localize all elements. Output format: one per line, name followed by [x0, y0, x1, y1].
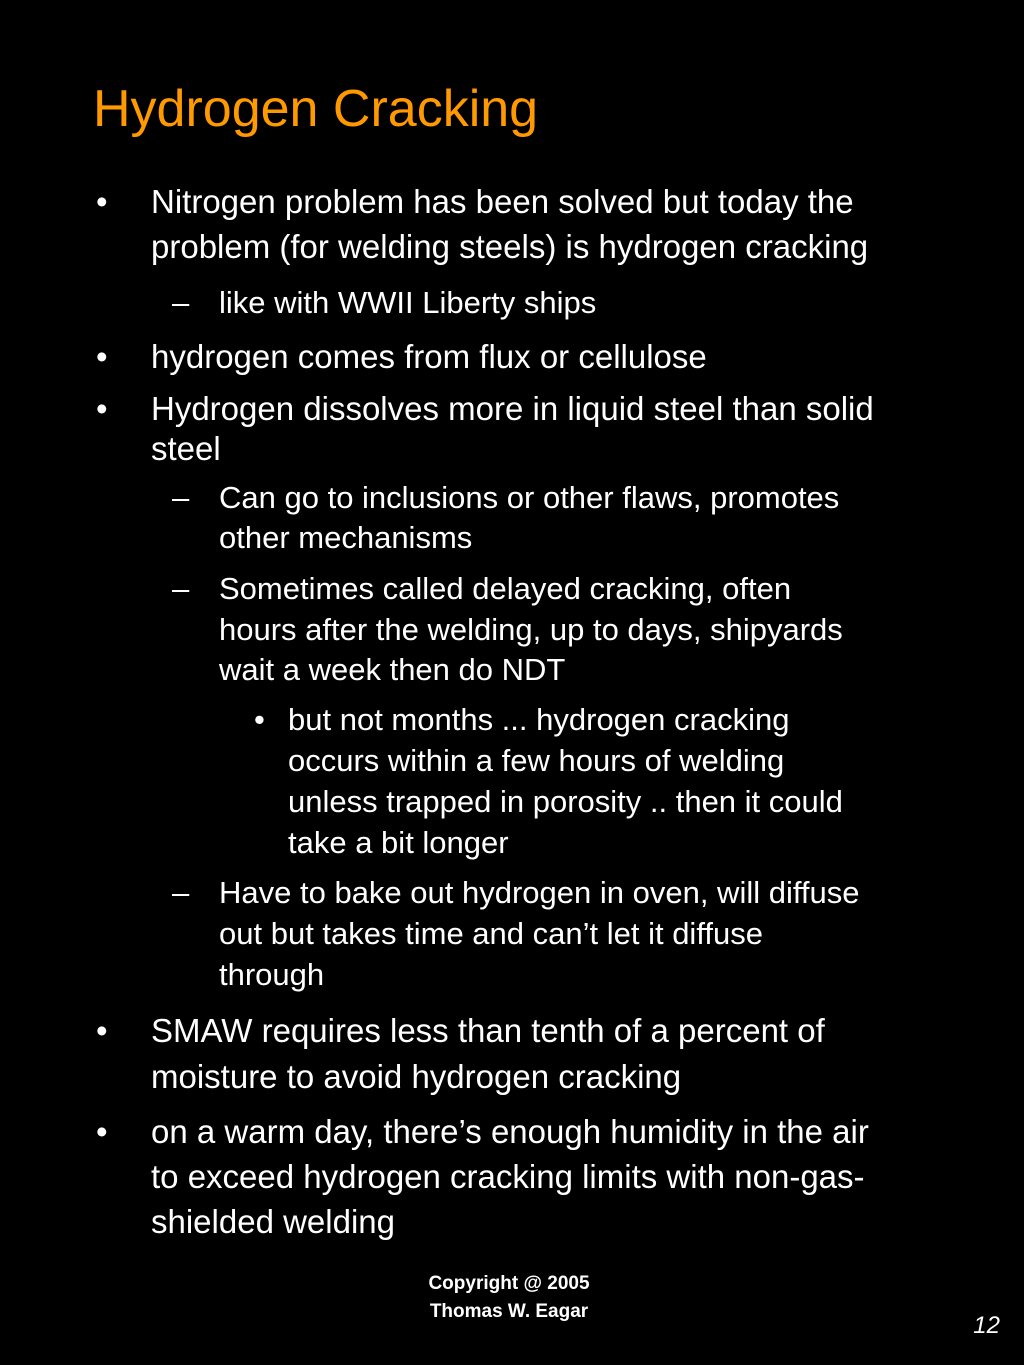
bullet-text: to exceed hydrogen cracking limits with non-gas-	[151, 1158, 865, 1195]
bullet-text: moisture to avoid hydrogen cracking	[151, 1058, 682, 1095]
dash-marker: –	[172, 875, 190, 910]
bullet-text: problem (for welding steels) is hydrogen cracking	[151, 228, 869, 265]
bullet-marker: •	[254, 702, 265, 737]
dash-marker: –	[172, 571, 190, 606]
sub-bullet-text: hours after the welding, up to days, shipyards	[219, 612, 843, 647]
bullet-text: shielded welding	[151, 1203, 396, 1240]
bullet-text: SMAW requires less than tenth of a percent of	[151, 1012, 825, 1049]
sub-bullet-text: Have to bake out hydrogen in oven, will diffuse	[219, 875, 860, 910]
dash-marker: –	[172, 480, 190, 515]
bullet-text: steel	[151, 430, 221, 467]
dash-marker: –	[172, 285, 190, 320]
sub-sub-bullet-text: but not months ... hydrogen cracking	[288, 702, 790, 737]
bullet-text: on a warm day, there’s enough humidity in the air	[151, 1113, 869, 1150]
bullet-marker: •	[96, 338, 108, 375]
page-number: 12	[973, 1312, 1000, 1339]
author-line: Thomas W. Eagar	[429, 1301, 589, 1322]
copyright-line: Copyright @ 2005	[428, 1273, 590, 1294]
bullet-marker: •	[96, 1113, 108, 1150]
bullet-marker: •	[96, 183, 108, 220]
sub-bullet-text: out but takes time and can’t let it diffuse	[219, 916, 763, 951]
bullet-text: Nitrogen problem has been solved but today the	[151, 183, 854, 220]
sub-sub-bullet-text: occurs within a few hours of welding	[288, 743, 785, 778]
bullet-marker: •	[96, 390, 108, 427]
sub-bullet-text: through	[219, 957, 325, 992]
sub-bullet-text: Can go to inclusions or other flaws, promotes	[219, 480, 840, 515]
sub-bullet-text: Sometimes called delayed cracking, often	[219, 571, 792, 606]
bullet-marker: •	[96, 1012, 108, 1049]
sub-bullet-text: other mechanisms	[219, 520, 473, 555]
sub-sub-bullet-text: unless trapped in porosity .. then it could	[288, 784, 843, 819]
sub-bullet-text: like with WWII Liberty ships	[219, 285, 597, 320]
slide-title: Hydrogen Cracking	[93, 80, 539, 138]
bullet-text: hydrogen comes from flux or cellulose	[151, 338, 707, 375]
sub-bullet-text: wait a week then do NDT	[219, 652, 566, 687]
bullet-text: Hydrogen dissolves more in liquid steel than solid	[151, 390, 874, 427]
sub-sub-bullet-text: take a bit longer	[288, 825, 509, 860]
